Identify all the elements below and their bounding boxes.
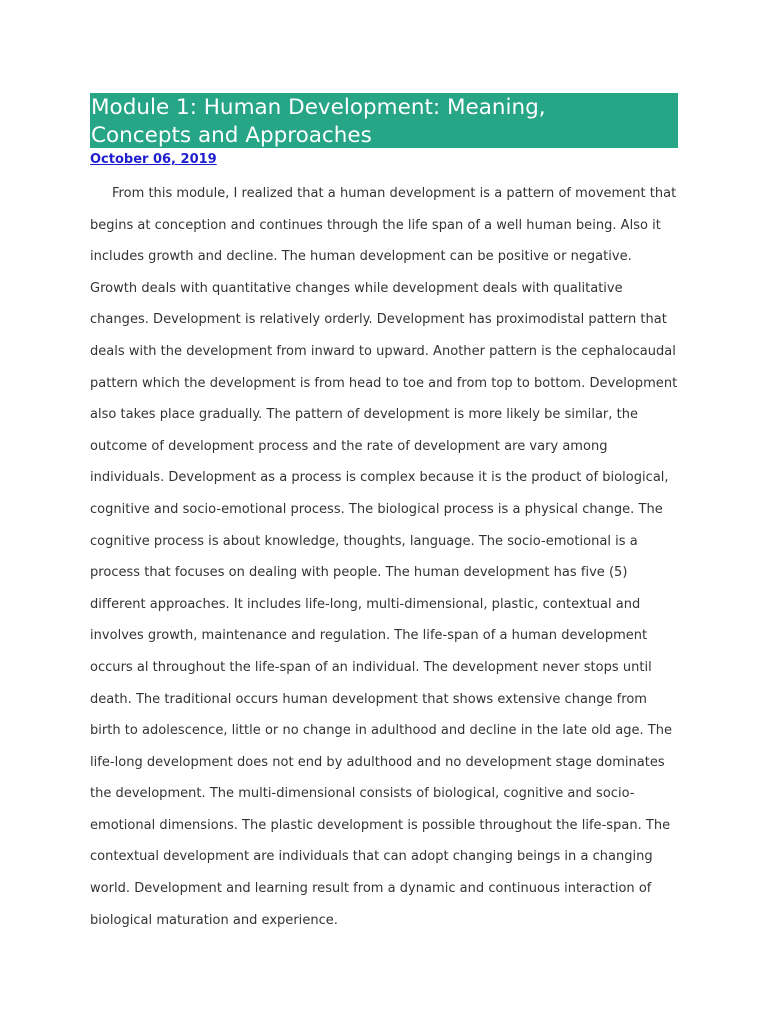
- post-title: [90, 93, 678, 148]
- post-date-link[interactable]: October 06, 2019: [90, 152, 217, 167]
- post-body: From this module, I realized that a human development is a pattern of movement that begins at conception and continues through the life span of a well human being. Also it includes growth and decline. The human development can be positive or negative. Growth deals with quantitative changes while development deals with qualitative changes. Development is relatively orderly. Development has proximodistal pattern that deals with the development from inward to upward. Another pattern is the cephalocaudal pattern which the development is from head to toe and from top to bottom. Development also takes place gradually. The pattern of development is more likely be similar, the outcome of development process and the rate of development are vary among individuals. Development as a process is complex because it is the product of biological, cognitive and socio-emotional process. The biological process is a physical change. The cognitive process is about knowledge, thoughts, language. The socio-emotional is a process that focuses on dealing with people. The human development has five (5) different approaches. It includes life-long, multi-dimensional, plastic, contextual and involves growth, maintenance and regulation. The life-span of a human development occurs al throughout the life-span of an individual. The development never stops until death. The traditional occurs human development that shows extensive change from birth to adolescence, little or no change in adulthood and decline in the late old age. The life-long development does not end by adulthood and no development stage dominates the development. The multi-dimensional consists of biological, cognitive and socio-emotional dimensions. The plastic development is possible throughout the life-span. The contextual development are individuals that can adopt changing beings in a changing world. Development and learning result from a dynamic and continuous interaction of biological maturation and experience.: [90, 186, 678, 928]
- post-title-line-2: Concepts and Approaches: [91, 123, 372, 148]
- blog-post: [90, 93, 678, 936]
- post-title-line-1: Module 1: Human Development: Meaning,: [91, 95, 546, 120]
